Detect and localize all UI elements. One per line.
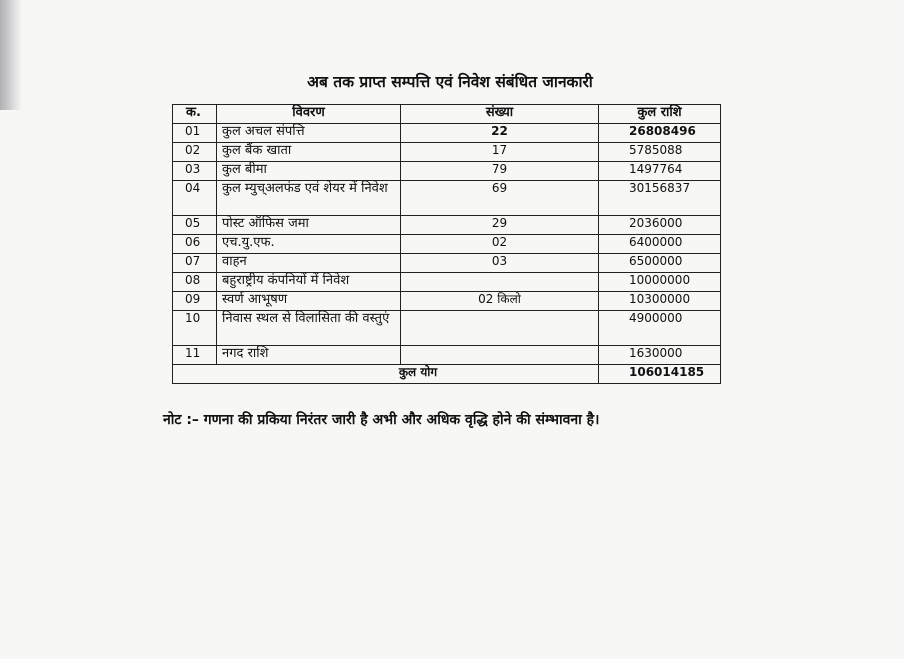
row-amount: 5785088 (599, 143, 721, 162)
row-sno: 06 (173, 235, 217, 254)
row-description: नगद राशि (217, 346, 401, 365)
row-count (401, 311, 599, 346)
header-description: विवरण (217, 105, 401, 124)
row-sno: 09 (173, 292, 217, 311)
row-count: 02 किलो (401, 292, 599, 311)
row-sno: 11 (173, 346, 217, 365)
row-count (401, 346, 599, 365)
row-sno: 02 (173, 143, 217, 162)
table-row (173, 311, 721, 346)
document-title: अब तक प्राप्त सम्पत्ति एवं निवेश संबंधित जानकारी (307, 73, 593, 91)
row-description: कुल बैंक खाता (217, 143, 401, 162)
row-amount: 4900000 (599, 311, 721, 346)
row-count: 03 (401, 254, 599, 273)
header-sno: क. (173, 105, 217, 124)
table-row (173, 292, 721, 311)
row-sno: 07 (173, 254, 217, 273)
row-count: 29 (401, 216, 599, 235)
page-edge-shadow (0, 0, 22, 110)
row-sno: 10 (173, 311, 217, 346)
row-description: कुल बीमा (217, 162, 401, 181)
header-amount: कुल राशि (599, 105, 721, 124)
row-amount: 6400000 (599, 235, 721, 254)
table-row (173, 143, 721, 162)
total-row (173, 365, 721, 384)
row-amount: 6500000 (599, 254, 721, 273)
row-amount: 2036000 (599, 216, 721, 235)
row-amount: 26808496 (599, 124, 721, 143)
row-amount: 10300000 (599, 292, 721, 311)
table-row (173, 346, 721, 365)
table-row (173, 254, 721, 273)
table-row (173, 216, 721, 235)
row-count (401, 273, 599, 292)
row-count: 79 (401, 162, 599, 181)
row-description: कुल अचल संपत्ति (217, 124, 401, 143)
table-row (173, 235, 721, 254)
row-description: कुल म्युच्अलफंड एवं शेयर में निवेश (217, 181, 401, 216)
row-amount: 1497764 (599, 162, 721, 181)
total-amount: 106014185 (599, 365, 721, 384)
assets-table (172, 104, 721, 384)
row-count: 17 (401, 143, 599, 162)
footnote: नोट :– गणना की प्रकिया निरंतर जारी है अभी और अधिक वृद्धि होने की संम्भावना है। (163, 412, 600, 428)
row-description: निवास स्थल से विलासिता की वस्तुएं (217, 311, 401, 346)
header-count: संख्या (401, 105, 599, 124)
row-count: 22 (401, 124, 599, 143)
table-row (173, 124, 721, 143)
row-amount: 1630000 (599, 346, 721, 365)
table-row (173, 162, 721, 181)
row-count: 02 (401, 235, 599, 254)
table-row (173, 181, 721, 216)
row-description: स्वर्ण आभूषण (217, 292, 401, 311)
row-sno: 05 (173, 216, 217, 235)
row-description: बहुराष्ट्रीय कंपनियों में निवेश (217, 273, 401, 292)
total-label: कुल योग (173, 365, 599, 384)
table-header-row (173, 105, 721, 124)
row-description: एच.यु.एफ. (217, 235, 401, 254)
row-amount: 10000000 (599, 273, 721, 292)
row-amount: 30156837 (599, 181, 721, 216)
row-sno: 04 (173, 181, 217, 216)
table-row (173, 273, 721, 292)
row-description: पोस्ट ऑफिस जमा (217, 216, 401, 235)
row-sno: 03 (173, 162, 217, 181)
row-count: 69 (401, 181, 599, 216)
row-sno: 01 (173, 124, 217, 143)
row-description: वाहन (217, 254, 401, 273)
row-sno: 08 (173, 273, 217, 292)
